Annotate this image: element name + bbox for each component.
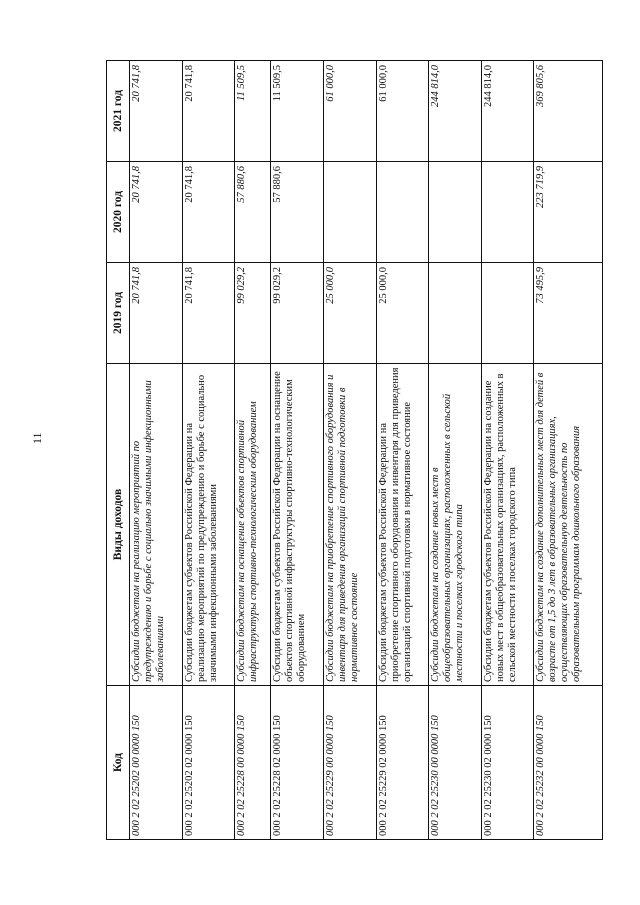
table-row (429, 61, 482, 840)
row-2021: 244 814,0 (429, 61, 482, 162)
row-code: 000 2 02 25202 00 0000 150 (130, 686, 183, 840)
row-code: 000 2 02 25202 02 0000 150 (182, 686, 235, 840)
row-2020 (324, 162, 377, 263)
row-2020: 20 741,8 (130, 162, 183, 263)
row-2019: 25 000,0 (324, 263, 377, 364)
row-2021: 61 000,0 (376, 61, 429, 162)
row-2020 (481, 162, 534, 263)
row-description: Субсидии бюджетам субъектов Российской Федерации на оснащение объектов спортивной инфраструктуры спортивно-технологическим оборудованием (271, 364, 324, 686)
header-2020: 2020 год (107, 162, 130, 263)
row-description: Субсидии бюджетам субъектов Российской Федерации на создание новых мест в общеобразовательных организациях, расположенных в сельской местности и поселках городского типа (481, 364, 534, 686)
row-2020: 57 880,6 (271, 162, 324, 263)
header-code: Код (107, 686, 130, 840)
row-description: Субсидии бюджетам на реализацию мероприятий по предупреждению и борьбе с социально значимыми инфекционными заболеваниями (130, 364, 183, 686)
row-2020: 223 719,9 (534, 162, 603, 263)
row-2021: 20 741,8 (130, 61, 183, 162)
table-row (271, 61, 324, 840)
row-description: Субсидии бюджетам на создание новых мест в общеобразовательных организациях, расположенных в сельской местности и поселках городского типа (429, 364, 482, 686)
row-2019: 99 029,2 (235, 263, 271, 364)
table-row (481, 61, 534, 840)
table-row (376, 61, 429, 840)
row-2020 (376, 162, 429, 263)
header-2019: 2019 год (107, 263, 130, 364)
rotated-table-container (106, 60, 603, 840)
row-description: Субсидии бюджетам на оснащение объектов спортивной инфраструктуры спортивно-технологическим оборудованием (235, 364, 271, 686)
row-code: 000 2 02 25230 02 0000 150 (481, 686, 534, 840)
row-description: Субсидии бюджетам на создание дополнительных мест для детей в возрасте от 1,5 до 3 лет в образовательных организациях, осуществляющих образовательную деятельность по образовательным программам дошкольного образования (534, 364, 603, 686)
row-2021: 244 814,0 (481, 61, 534, 162)
row-2021: 11 509,5 (271, 61, 324, 162)
page-number: 11 (30, 432, 44, 444)
table-row (182, 61, 235, 840)
row-2019: 25 000,0 (376, 263, 429, 364)
table-row (534, 61, 603, 840)
row-2021: 61 000,0 (324, 61, 377, 162)
row-2021: 369 805,6 (534, 61, 603, 162)
row-2019: 20 741,8 (130, 263, 183, 364)
revenue-table (106, 60, 603, 840)
row-2021: 20 741,8 (182, 61, 235, 162)
row-code: 000 2 02 25229 02 0000 150 (376, 686, 429, 840)
header-description: Виды доходов (107, 364, 130, 686)
table-header-row (107, 61, 130, 840)
row-2020: 20 741,8 (182, 162, 235, 263)
row-code: 000 2 02 25228 00 0000 150 (235, 686, 271, 840)
row-code: 000 2 02 25229 00 0000 150 (324, 686, 377, 840)
row-description: Субсидии бюджетам на приобретение спортивного оборудования и инвентаря для приведения организаций спортивной подготовки в нормативное состояние (324, 364, 377, 686)
row-description: Субсидии бюджетам субъектов Российской Федерации на реализацию мероприятий по предупреждению и борьбе с социально значимыми инфекционными заболеваниями (182, 364, 235, 686)
row-2019: 99 029,2 (271, 263, 324, 364)
row-2019 (429, 263, 482, 364)
row-2021: 11 509,5 (235, 61, 271, 162)
table-row (130, 61, 183, 840)
table-row (324, 61, 377, 840)
row-2019: 20 741,8 (182, 263, 235, 364)
row-2019 (481, 263, 534, 364)
row-2019: 73 495,9 (534, 263, 603, 364)
row-code: 000 2 02 25230 00 0000 150 (429, 686, 482, 840)
header-2021: 2021 год (107, 61, 130, 162)
row-code: 000 2 02 25228 02 0000 150 (271, 686, 324, 840)
row-description: Субсидии бюджетам субъектов Российской Федерации на приобретение спортивного оборудования и инвентаря для приведения организаций спортивной подготовки в нормативное состояние (376, 364, 429, 686)
row-code: 000 2 02 25232 00 0000 150 (534, 686, 603, 840)
table-row (235, 61, 271, 840)
row-2020 (429, 162, 482, 263)
row-2020: 57 880,6 (235, 162, 271, 263)
